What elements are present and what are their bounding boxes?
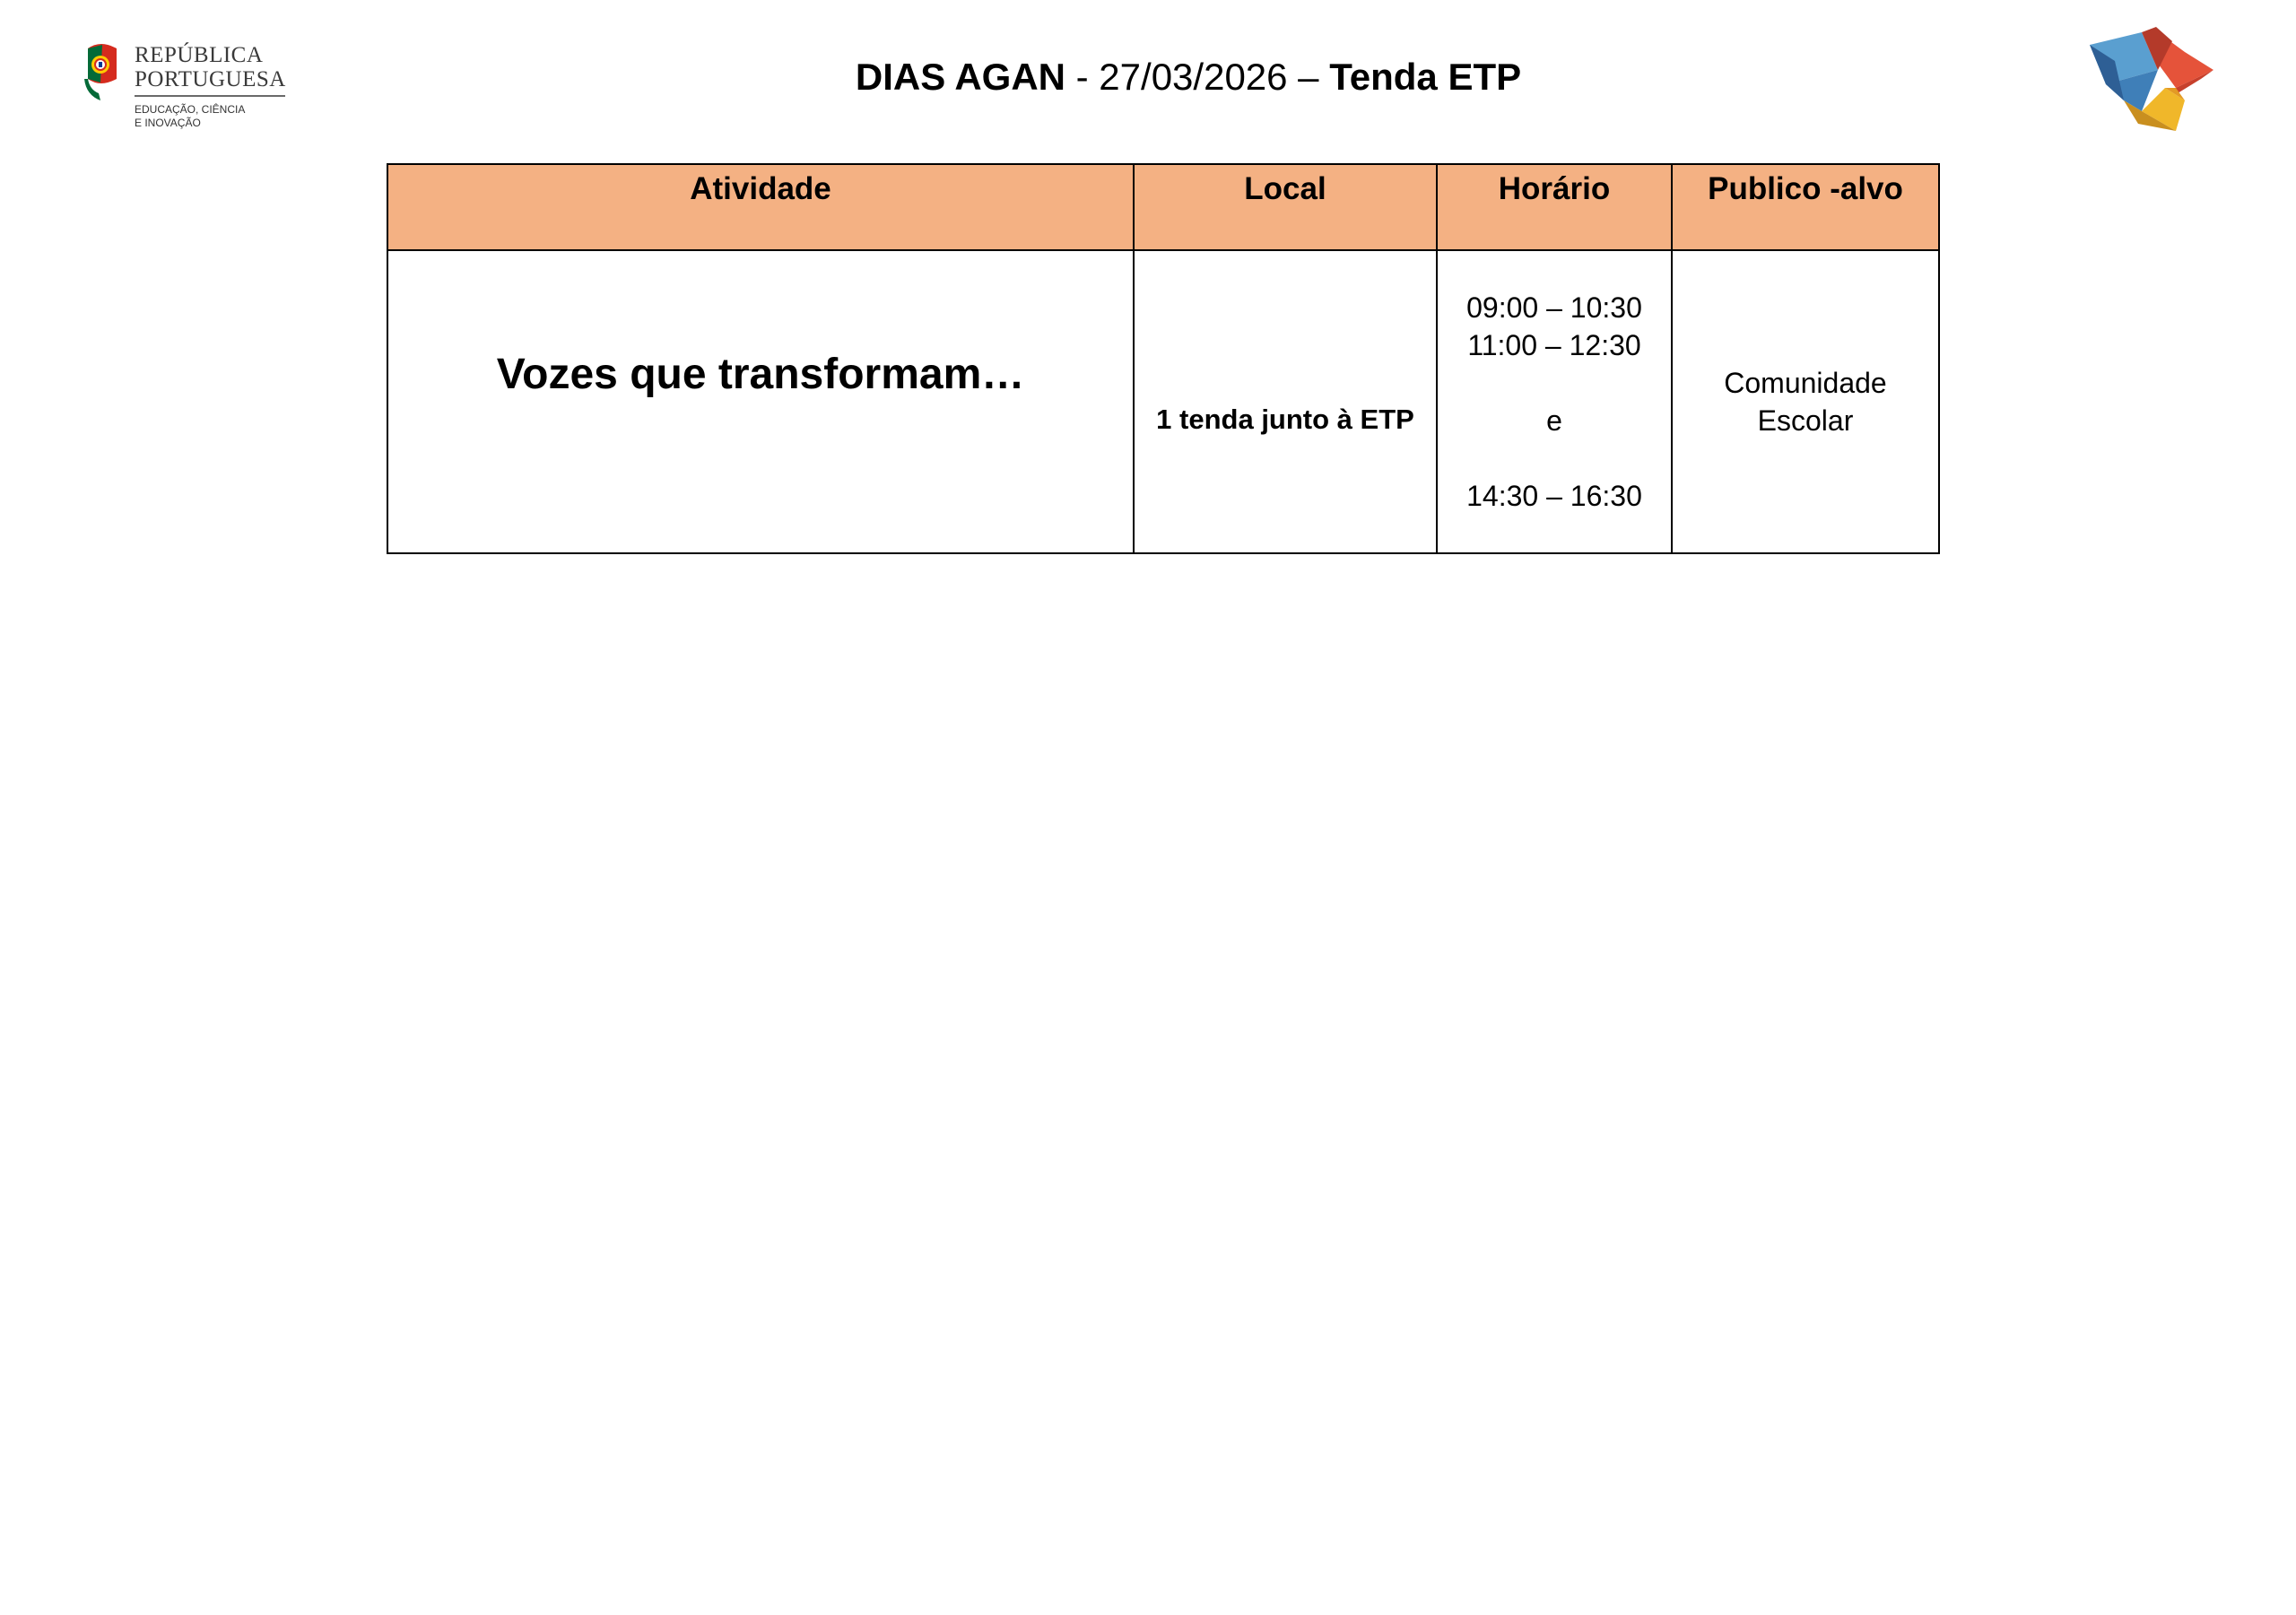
- audience-line-1: Comunidade: [1724, 367, 1887, 399]
- time-slot-3: 14:30 – 16:30: [1466, 480, 1642, 512]
- schedule-table: [387, 163, 1940, 554]
- header-publico-alvo: Publico -alvo: [1672, 164, 1939, 250]
- time-slots: [1438, 289, 1671, 515]
- page-title: [0, 52, 2296, 102]
- local-cell: [1134, 250, 1437, 553]
- gov-ministry-line1: EDUCAÇÃO, CIÊNCIA: [135, 103, 246, 116]
- time-slot-1: 09:00 – 10:30: [1466, 291, 1642, 324]
- title-date: - 27/03/2026 –: [1065, 56, 1330, 98]
- gov-ministry-line2: E INOVAÇÃO: [135, 117, 201, 129]
- header-local: Local: [1134, 164, 1437, 250]
- target-audience: [1673, 364, 1938, 439]
- location-text: 1 tenda junto à ETP: [1156, 404, 1414, 435]
- audience-line-2: Escolar: [1757, 404, 1854, 437]
- title-location: Tenda ETP: [1329, 56, 1522, 98]
- header-horario: Horário: [1437, 164, 1672, 250]
- table-header-row: [387, 164, 1939, 250]
- gov-name-line1: REPÚBLICA: [135, 43, 264, 67]
- title-event-name: DIAS AGAN: [855, 56, 1065, 98]
- time-slot-2: 11:00 – 12:30: [1467, 329, 1641, 361]
- activity-name: Vozes que transformam…: [496, 351, 1025, 398]
- multicolor-cube-logo-icon: [2079, 25, 2222, 142]
- time-connector: e: [1546, 404, 1562, 437]
- audience-cell: [1672, 250, 1939, 553]
- time-spacer: [1438, 364, 1671, 402]
- time-spacer: [1438, 439, 1671, 477]
- header-atividade: Atividade: [387, 164, 1134, 250]
- table-row: [387, 250, 1939, 553]
- gov-name-line2: PORTUGUESA: [135, 67, 286, 91]
- schedule-cell: [1437, 250, 1672, 553]
- activity-cell: [387, 250, 1134, 553]
